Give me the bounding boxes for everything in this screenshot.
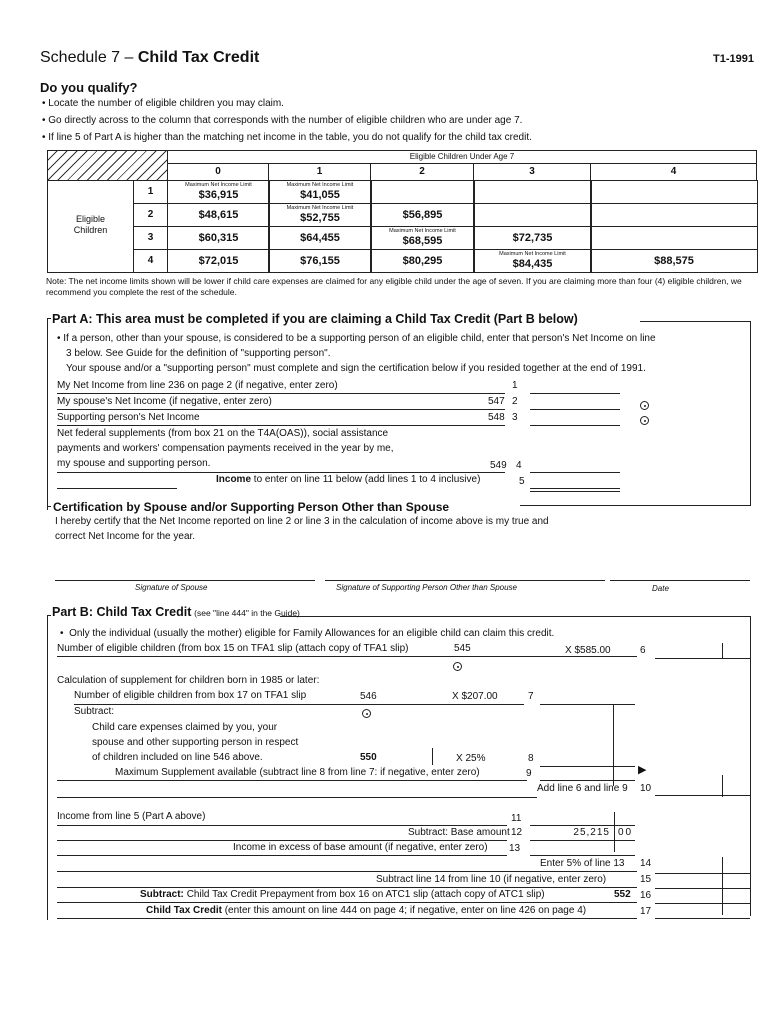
bullet-text: Go directly across to the column that corresponds with the number of eligible children who are under age 7. (48, 115, 523, 126)
line-16-bold: Subtract: (140, 889, 184, 900)
line-7-field[interactable] (540, 704, 635, 705)
income-limit-cell (370, 180, 475, 204)
limit-amount: $48,615 (198, 209, 239, 221)
line-16-label (140, 889, 545, 901)
income-limit-cell (268, 226, 372, 250)
income-limit-cell (473, 203, 592, 227)
income-limit-cell (167, 249, 270, 273)
income-limit-cell (590, 249, 758, 273)
line-9-field[interactable] (540, 780, 635, 781)
line-15-label: Subtract line 14 from line 10 (if negative, enter zero) (376, 874, 607, 885)
field-code: 549 (490, 460, 507, 471)
limit-amount: $41,055 (300, 189, 340, 201)
field-code: 546 (360, 691, 377, 702)
circle-marker-icon (640, 416, 649, 425)
line-number: 15 (640, 874, 652, 885)
line-4-field[interactable] (530, 472, 620, 473)
date-label: Date (652, 584, 669, 593)
line-8-label: Child care expenses claimed by you, your (92, 722, 278, 733)
limit-amount: $84,435 (512, 258, 553, 270)
col-header: 2 (370, 163, 474, 181)
field-code: 550 (360, 752, 377, 763)
line-8-label: of children included on line 546 above. (92, 752, 263, 763)
line-3-field[interactable] (530, 425, 620, 426)
arrow-right-icon: ▶ (638, 764, 647, 776)
spouse-signature-line[interactable] (55, 580, 315, 581)
line-17-bold: Child Tax Credit (146, 905, 222, 916)
row-header: 3 (133, 226, 168, 250)
line-5-field[interactable] (530, 488, 620, 489)
line-1-label: My Net Income from line 236 on page 2 (if negative, enter zero) (57, 380, 338, 391)
bullet-text: If a person, other than your spouse, is considered to be a supporting person of an eligible child, enter that person's Net Income on line (63, 333, 656, 344)
line-17-field[interactable] (655, 918, 750, 919)
line-number: 11 (511, 813, 522, 824)
income-limit-cell (167, 180, 270, 204)
line-2-label: My spouse's Net Income (if negative, enter zero) (57, 396, 272, 407)
income-limit-cell (370, 203, 475, 227)
line-number: 4 (516, 460, 522, 471)
title-main: Child Tax Credit (137, 49, 260, 66)
line-4-label: my spouse and supporting person. (57, 458, 211, 469)
limit-amount: $36,915 (198, 189, 239, 201)
bullet-text: Locate the number of eligible children you may claim. (48, 98, 284, 109)
limit-amount: $52,755 (300, 212, 340, 224)
qualify-bullet: • If line 5 of Part A is higher than the matching net income in the table, you do not qualify for the child tax credit. (42, 132, 532, 143)
field-code: 547 (488, 396, 505, 407)
line-number: 1 (512, 380, 518, 391)
line-number: 12 (511, 827, 523, 838)
form-id: T1-1991 (713, 53, 754, 65)
line-number: 14 (640, 858, 652, 869)
line-8-field[interactable] (540, 766, 635, 767)
limit-label: Maximum Net Income Limit (286, 205, 354, 211)
calc-heading: Calculation of supplement for children born in 1985 or later: (57, 675, 320, 686)
part-a-bullet: • If a person, other than your spouse, is considered to be a supporting person of an eligible child, enter that person's Net Income on line (57, 333, 656, 344)
line-number: 7 (528, 691, 534, 702)
limit-label: Maximum Net Income Limit (185, 182, 252, 188)
col-header: 4 (590, 163, 757, 181)
page-title (40, 49, 259, 67)
bullet-text: If line 5 of Part A is higher than the matching net income in the table, you do not qualify for the child tax credit. (48, 132, 532, 143)
line-number: 16 (640, 890, 652, 901)
certification-title: Certification by Spouse and/or Supporting Person Other than Spouse (53, 500, 450, 514)
line-14-field[interactable] (655, 873, 750, 874)
line-8-label: spouse and other supporting person in respect (92, 737, 299, 748)
line-number: 10 (640, 783, 652, 794)
line-5-text: to enter on line 11 below (add lines 1 to 4 inclusive) (253, 474, 481, 485)
date-line[interactable] (610, 580, 750, 581)
line-16-text: Child Tax Credit Prepayment from box 16 on ATC1 slip (attach copy of ATC1 slip) (186, 889, 545, 900)
line-9-label: Maximum Supplement available (subtract line 8 from line 7: if negative, enter zero) (115, 767, 480, 778)
hatched-corner (47, 150, 168, 181)
limit-amount: $72,015 (198, 255, 239, 267)
limit-amount: $88,575 (654, 255, 694, 267)
col-header: 3 (473, 163, 591, 181)
field-code: 545 (454, 643, 471, 654)
limit-amount: $64,455 (300, 232, 340, 244)
line-4-label: Net federal supplements (from box 21 on the T4A(OAS)), social assistance (57, 428, 389, 439)
line-4-label: payments and workers' compensation payments received in the year by me, (57, 443, 394, 454)
field-code: 552 (614, 889, 631, 900)
line-17-label (146, 905, 586, 917)
income-limit-cell (590, 180, 758, 204)
line-number: 3 (512, 412, 518, 423)
line-14-label: Enter 5% of line 13 (540, 858, 625, 869)
income-limit-cell (268, 180, 372, 204)
limit-amount: $72,735 (512, 232, 553, 244)
col-header: 1 (268, 163, 371, 181)
line-number: 17 (640, 906, 652, 917)
limit-amount: $60,315 (198, 232, 239, 244)
line-2-field[interactable] (530, 409, 620, 410)
income-limit-cell (370, 226, 475, 250)
field-code: 548 (488, 412, 505, 423)
supporting-signature-label: Signature of Supporting Person Other than Spouse (336, 583, 518, 592)
limit-label: Maximum Net Income Limit (499, 251, 566, 257)
circle-marker-icon (453, 662, 462, 671)
line-number: 8 (528, 753, 534, 764)
multiplier: X 25% (456, 753, 486, 764)
line-number: 5 (519, 476, 525, 487)
line-10-label: Add line 6 and line 9 (537, 783, 628, 794)
base-amount-cents: 00 (618, 827, 634, 838)
line-number: 2 (512, 396, 518, 407)
part-b-bullet: • Only the individual (usually the mother) eligible for Family Allowances for an eligible child can claim this credit. (60, 628, 555, 639)
line-7-label: Number of eligible children from box 17 on TFA1 slip (74, 690, 307, 701)
line-13-field[interactable] (530, 855, 635, 856)
income-limit-cell (167, 226, 270, 250)
part-a-title: Part A: This area must be completed if you are claiming a Child Tax Credit (Part B below) (52, 312, 578, 326)
supporting-signature-line[interactable] (325, 580, 605, 581)
income-limit-cell (473, 249, 592, 273)
row-header: 2 (133, 203, 168, 227)
multiplier: X $585.00 (565, 645, 611, 656)
qualify-heading: Do you qualify? (40, 80, 138, 95)
row-header: 4 (133, 249, 168, 273)
income-limit-cell (473, 180, 592, 204)
income-limit-cell (268, 203, 372, 227)
limit-label: Maximum Net Income Limit (286, 182, 354, 188)
qualify-bullet: • Locate the number of eligible children you may claim. (42, 98, 284, 109)
table-note: Note: The net income limits shown will be lower if child care expenses are claimed for any eligible child under the age of seven. If you are claiming more than four (4) eligible children, we recommend you complete the rest of the schedule. (46, 276, 742, 297)
circle-marker-icon (640, 401, 649, 410)
line-17-text: (enter this amount on line 444 on page 4; if negative, enter on line 426 on page 4) (224, 905, 587, 916)
row-group-header: Eligible Children (47, 180, 134, 273)
income-limit-cell (370, 249, 475, 273)
subtract-label: Subtract: (74, 706, 115, 717)
line-number: 13 (509, 843, 521, 854)
limit-amount: $56,895 (402, 209, 443, 221)
multiplier: X $207.00 (452, 691, 498, 702)
row-header: 1 (133, 180, 168, 204)
certification-text: I hereby certify that the Net Income reported on line 2 or line 3 in the calculation of income above is my true and (55, 516, 549, 527)
circle-marker-icon (362, 709, 371, 718)
line-6-field[interactable] (655, 658, 750, 659)
line-13-label: Income in excess of base amount (if negative, enter zero) (233, 842, 488, 853)
title-prefix: Schedule 7 – (40, 49, 134, 66)
base-amount-dollars: 25,215 (573, 827, 610, 838)
col-group-header: Eligible Children Under Age 7 (167, 150, 757, 164)
limit-amount: $68,595 (402, 235, 443, 247)
qualify-bullet: • Go directly across to the column that corresponds with the number of eligible children who are under age 7. (42, 115, 523, 126)
income-limit-cell (590, 203, 758, 227)
part-b-title-text: Part B: Child Tax Credit (52, 605, 192, 619)
line-6-label: Number of eligible children (from box 15 on TFA1 slip (attach copy of TFA1 slip) (57, 643, 409, 654)
line-3-label: Supporting person's Net Income (57, 412, 200, 423)
bullet-text: Only the individual (usually the mother) eligible for Family Allowances for an eligible child can claim this credit. (69, 628, 555, 639)
line-15-field[interactable] (655, 888, 750, 889)
line-number: 6 (640, 645, 646, 656)
income-limit-cell (268, 249, 372, 273)
bullet-text: 3 below. See Guide for the definition of "supporting person". (66, 348, 331, 359)
income-limit-cell (167, 203, 270, 227)
income-limit-cell (473, 226, 592, 250)
part-b-title (52, 605, 300, 620)
part-b-title-note: (see "line 444" in the Guide) (194, 608, 300, 618)
spouse-signature-label: Signature of Spouse (135, 583, 208, 592)
line-16-field[interactable] (655, 903, 750, 904)
line-10-field[interactable] (655, 795, 750, 796)
certification-text: correct Net Income for the year. (55, 531, 196, 542)
line-1-field[interactable] (530, 393, 620, 394)
line-number: 9 (526, 768, 532, 779)
col-header: 0 (167, 163, 269, 181)
limit-amount: $76,155 (300, 255, 340, 267)
line-5-bold: Income (216, 474, 252, 485)
income-limit-cell (590, 226, 758, 250)
line-12-label: Subtract: Base amount (408, 827, 510, 838)
limit-amount: $80,295 (402, 255, 443, 267)
limit-label: Maximum Net Income Limit (389, 228, 456, 234)
line-5-label (216, 474, 480, 486)
line-11-field[interactable] (530, 825, 635, 826)
bullet-text: Your spouse and/or a "supporting person" must complete and sign the certification below if you resided together at the end of 1991. (66, 363, 646, 374)
line-11-label: Income from line 5 (Part A above) (57, 811, 206, 822)
